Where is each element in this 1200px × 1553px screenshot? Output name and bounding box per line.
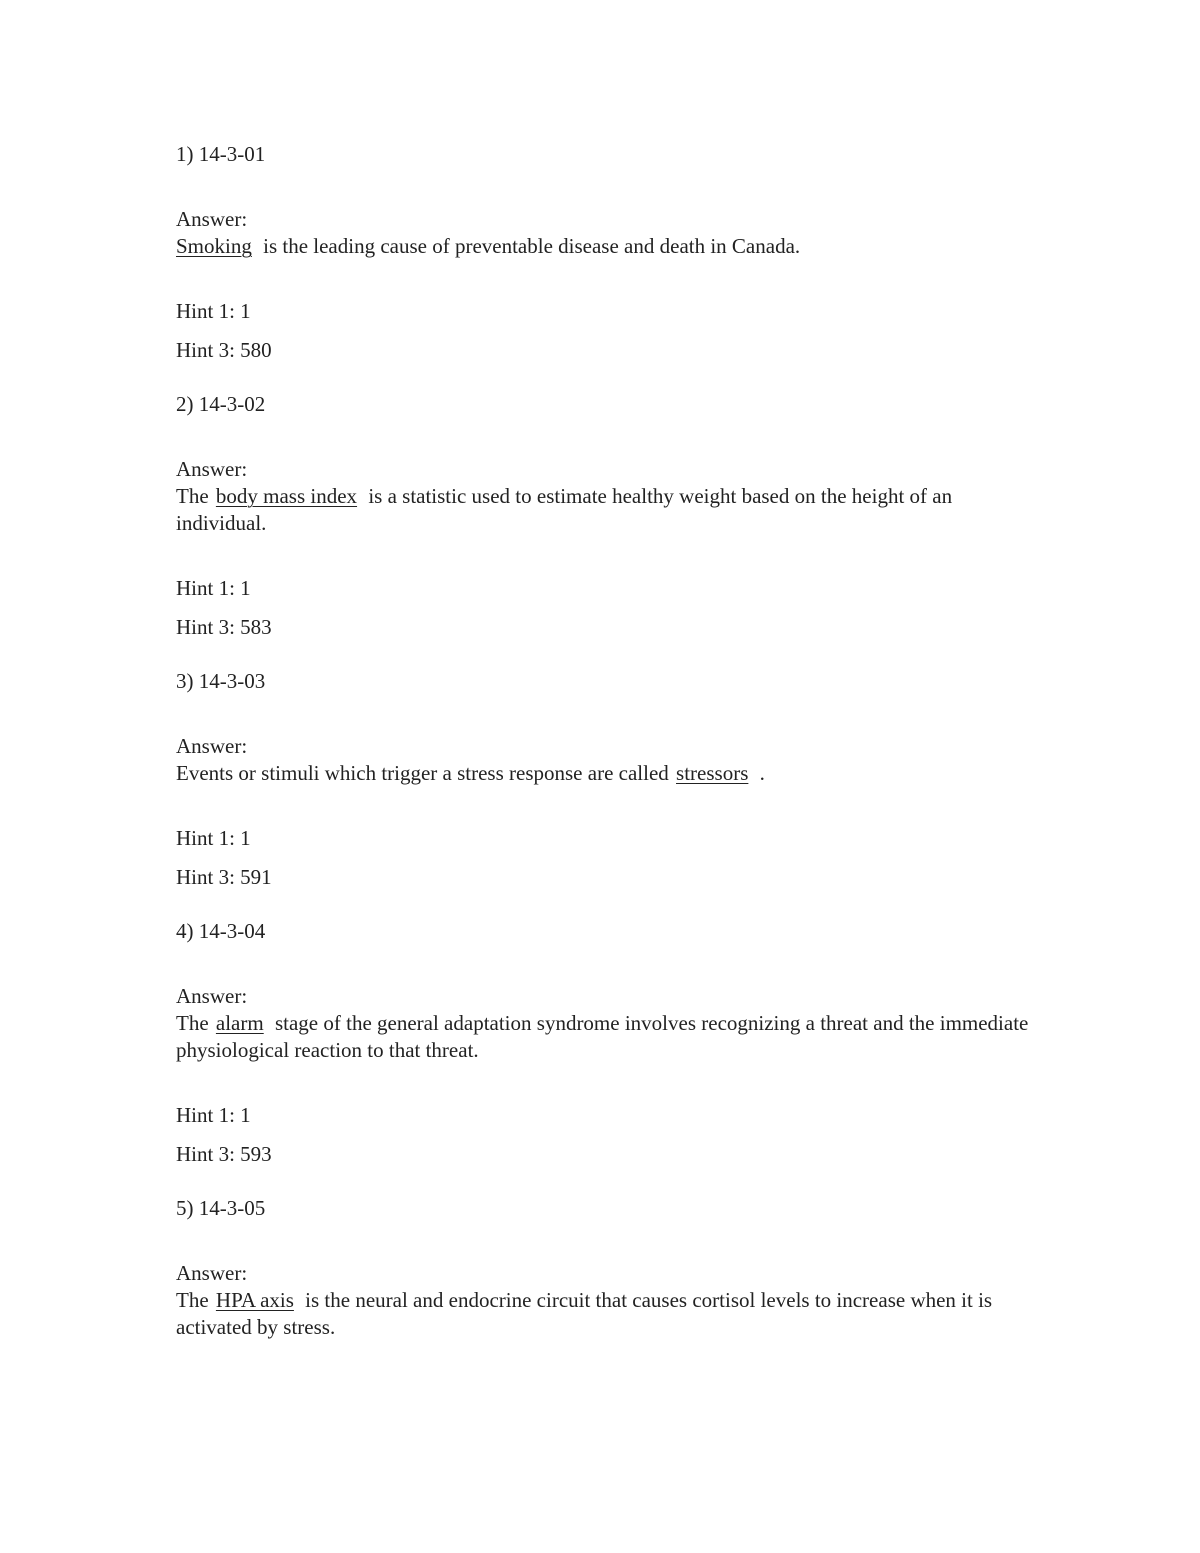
question-heading: 5) 14-3-05: [176, 1196, 266, 1220]
answer-suffix: is a statistic used to estimate healthy weight based on the height of an individual.: [176, 484, 953, 535]
question-1: [176, 141, 1036, 364]
answer-blank: HPA axis: [215, 1288, 294, 1312]
hint-1: Hint 1: 1: [176, 299, 251, 323]
hint-1: Hint 1: 1: [176, 826, 251, 850]
answer-suffix: is the leading cause of preventable disease and death in Canada.: [257, 234, 801, 258]
answer-blank: Smoking: [176, 234, 252, 258]
question-3: [176, 668, 1036, 891]
answer-sentence: [176, 1287, 1036, 1341]
hint-3: Hint 3: 591: [176, 865, 272, 889]
question-heading: 2) 14-3-02: [176, 392, 266, 416]
question-heading: 1) 14-3-01: [176, 142, 266, 166]
question-heading: 4) 14-3-04: [176, 919, 266, 943]
answer-prefix: The: [176, 1011, 214, 1035]
answer-blank: alarm: [215, 1011, 264, 1035]
answer-sentence: [176, 233, 1036, 260]
answer-label: Answer:: [176, 1261, 248, 1285]
answer-suffix: .: [754, 761, 765, 785]
question-5: [176, 1195, 1036, 1341]
answer-label: Answer:: [176, 984, 248, 1008]
answer-blank: body mass index: [215, 484, 358, 508]
hint-3: Hint 3: 583: [176, 615, 272, 639]
answer-label: Answer:: [176, 207, 248, 231]
answer-prefix: The: [176, 484, 214, 508]
answer-label: Answer:: [176, 734, 248, 758]
question-heading: 3) 14-3-03: [176, 669, 266, 693]
hint-3: Hint 3: 593: [176, 1142, 272, 1166]
answer-prefix: The: [176, 1288, 214, 1312]
hint-1: Hint 1: 1: [176, 576, 251, 600]
answer-sentence: [176, 1010, 1036, 1064]
question-4: [176, 918, 1036, 1168]
answer-prefix: Events or stimuli which trigger a stress response are called: [176, 761, 675, 785]
document-page: [176, 141, 1036, 1341]
answer-suffix: stage of the general adaptation syndrome involves recognizing a threat and the immediate physiological reaction to that threat.: [176, 1011, 1029, 1062]
answer-suffix: is the neural and endocrine circuit that causes cortisol levels to increase when it is activated by stress.: [176, 1288, 993, 1339]
question-2: [176, 391, 1036, 641]
answer-sentence: [176, 483, 1036, 537]
answer-label: Answer:: [176, 457, 248, 481]
answer-blank: stressors: [676, 761, 749, 785]
answer-sentence: [176, 760, 1036, 787]
hint-3: Hint 3: 580: [176, 338, 272, 362]
hint-1: Hint 1: 1: [176, 1103, 251, 1127]
